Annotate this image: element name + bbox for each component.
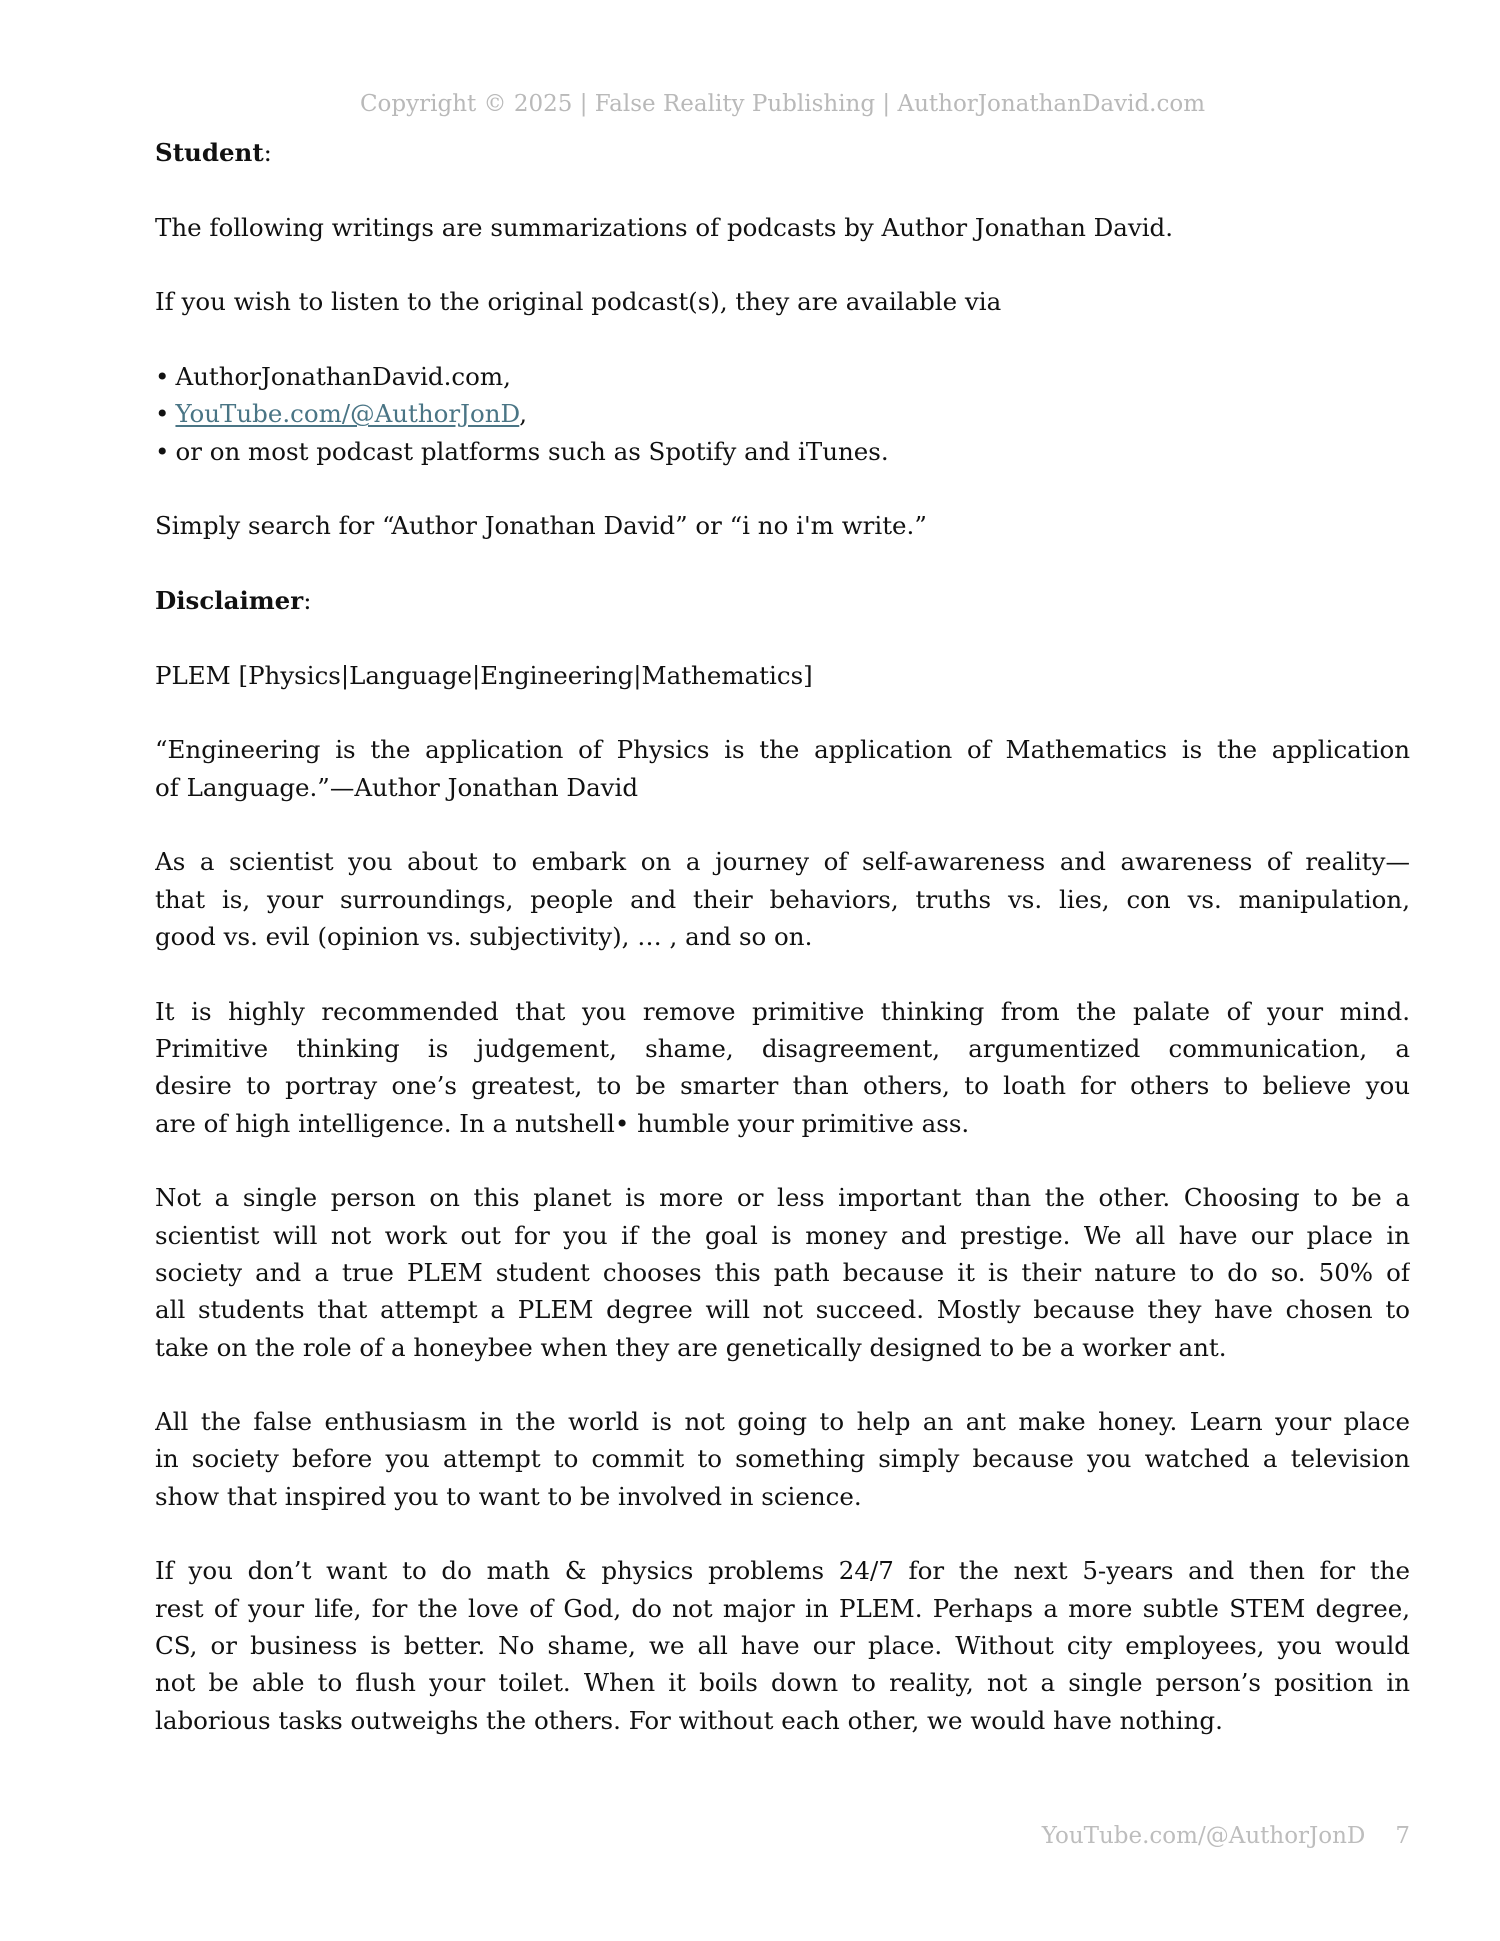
paragraph-line: As a scientist you about to embark on a journey of self-awareness and awareness of reality— xyxy=(155,847,1410,877)
spacer xyxy=(155,1142,1410,1179)
paragraph-line: in society before you attempt to commit to something simply because you watched a television xyxy=(155,1444,1410,1474)
paragraph-line: It is highly recommended that you remove primitive thinking from the palate of your mind. xyxy=(155,996,1410,1026)
paragraph-line: Not a single person on this planet is more or less important than the other. Choosing to be a xyxy=(155,1183,1410,1213)
paragraph-line: “Engineering is the application of Physics is the application of Mathematics is the application xyxy=(155,735,1410,765)
page-header-copyright: Copyright © 2025 | False Reality Publishing | AuthorJonathanDavid.com xyxy=(359,91,1206,117)
student-heading-label: Student xyxy=(155,138,264,167)
page-number: 7 xyxy=(1395,1823,1410,1849)
spacer xyxy=(155,1366,1410,1403)
search-instruction: Simply search for “Author Jonathan David” or “i no i'm write.” xyxy=(155,511,927,541)
paragraph-line: are of high intelligence. In a nutshell• humble your primitive ass. xyxy=(155,1108,970,1138)
importance-paragraph xyxy=(155,1179,1410,1366)
spacer xyxy=(155,1515,1410,1552)
listen-paragraph: If you wish to listen to the original podcast(s), they are available via xyxy=(155,287,1002,317)
student-heading-colon: : xyxy=(263,138,272,167)
disclaimer-heading-label: Disclaimer xyxy=(155,585,304,615)
paragraph-line: show that inspired you to want to be involved in science. xyxy=(155,1481,862,1511)
spacer xyxy=(155,694,1410,731)
paragraph-line: rest of your life, for the love of God, do not major in PLEM. Perhaps a more subtle STEM degree, xyxy=(155,1593,1410,1623)
spacer xyxy=(155,171,1410,208)
source-list-item xyxy=(155,358,1410,395)
enthusiasm-paragraph xyxy=(155,1403,1410,1515)
paragraph-line: good vs. evil (opinion vs. subjectivity), … , and so on. xyxy=(155,921,813,951)
source-list-item xyxy=(155,433,1410,470)
student-heading xyxy=(155,134,1410,171)
page-footer xyxy=(155,1820,1410,1852)
paragraph-line: desire to portray one’s greatest, to be smarter than others, to loath for others to believe you xyxy=(155,1071,1410,1101)
spacer xyxy=(155,470,1410,507)
document-body xyxy=(155,134,1410,1739)
paragraph-line: If you don’t want to do math & physics problems 24/7 for the next 5-years and then for the xyxy=(155,1556,1410,1586)
spacer xyxy=(155,545,1410,582)
source-punctuation: , xyxy=(503,361,511,391)
math-physics-paragraph xyxy=(155,1552,1410,1739)
source-list-item xyxy=(155,395,1410,432)
source-website-text: AuthorJonathanDavid.com xyxy=(175,361,504,391)
spacer xyxy=(155,955,1410,992)
bullet-icon: • xyxy=(155,436,170,466)
paragraph-line: not be able to flush your toilet. When it boils down to reality, not a single person’s position in xyxy=(155,1668,1410,1698)
paragraph-line: laborious tasks outweighs the others. For without each other, we would have nothing. xyxy=(155,1705,1223,1735)
paragraph-line: that is, your surroundings, people and their behaviors, truths vs. lies, con vs. manipulation, xyxy=(155,884,1410,914)
bullet-icon: • xyxy=(155,361,170,391)
bullet-icon: • xyxy=(155,399,170,429)
scientist-paragraph xyxy=(155,843,1410,955)
paragraph-line: take on the role of a honeybee when they are genetically designed to be a worker ant. xyxy=(155,1332,1227,1362)
intro-paragraph: The following writings are summarizations of podcasts by Author Jonathan David. xyxy=(155,212,1174,242)
source-platforms-text: or on most podcast platforms such as Spotify and iTunes. xyxy=(175,436,889,466)
paragraph-line: Primitive thinking is judgement, shame, disagreement, argumentized communication, a xyxy=(155,1033,1410,1063)
spacer xyxy=(155,806,1410,843)
source-punctuation: , xyxy=(519,399,528,429)
plem-definition: PLEM [Physics|Language|Engineering|Mathematics] xyxy=(155,660,813,690)
youtube-link[interactable]: YouTube.com/@AuthorJonD xyxy=(175,399,520,429)
paragraph-line: scientist will not work out for you if the goal is money and prestige. We all have our place in xyxy=(155,1220,1410,1250)
spacer xyxy=(155,246,1410,283)
spacer xyxy=(155,321,1410,358)
paragraph-line: CS, or business is better. No shame, we all have our place. Without city employees, you would xyxy=(155,1631,1410,1661)
footer-youtube-link[interactable]: YouTube.com/@AuthorJonD xyxy=(1041,1823,1366,1849)
paragraph-line: of Language.”—Author Jonathan David xyxy=(155,772,639,802)
paragraph-line: society and a true PLEM student chooses this path because it is their nature to do so. 50% of xyxy=(155,1257,1410,1287)
paragraph-line: all students that attempt a PLEM degree will not succeed. Mostly because they have chosen to xyxy=(155,1295,1410,1325)
spacer xyxy=(155,619,1410,656)
primitive-thinking-paragraph xyxy=(155,993,1410,1142)
disclaimer-heading-colon: : xyxy=(303,585,312,615)
quote-paragraph xyxy=(155,731,1410,806)
disclaimer-heading xyxy=(155,582,1410,619)
paragraph-line: All the false enthusiasm in the world is not going to help an ant make honey. Learn your place xyxy=(155,1407,1410,1437)
